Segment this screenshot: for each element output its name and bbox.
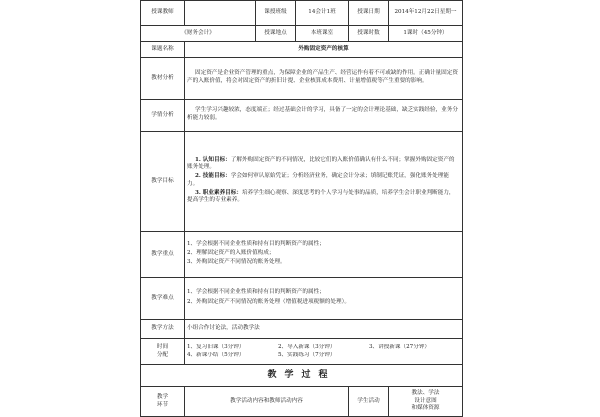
student-text: 学生学习兴趣较浓，态度端正；经过基础会计的学习，具备了一定的会计理论基础，缺乏实践经验，业务分析能力较弱。 bbox=[187, 107, 458, 121]
time-step: 4、新课小结（5分钟） bbox=[187, 351, 245, 358]
time-step: 5、实践练习（7分钟） bbox=[278, 351, 336, 358]
goal-professional-text: 培养学生细心观察、深度思考的个人学习与处事的品质，培养学生会计职业判断能力，提高学生的专业素养。 bbox=[187, 189, 455, 204]
method-row bbox=[141, 320, 463, 339]
header-row-2 bbox=[141, 26, 463, 42]
header-row-1 bbox=[141, 1, 463, 26]
student-row bbox=[141, 100, 463, 132]
method-label: 教学方法 bbox=[141, 320, 185, 339]
goal-cognitive-title: 1. 认知目标： bbox=[195, 156, 231, 163]
goal-professional-title: 3. 职业素养目标： bbox=[195, 189, 242, 196]
process-col-method-line3: 和媒体资源 bbox=[411, 405, 440, 412]
process-heading: 教学过程 bbox=[141, 365, 463, 387]
method-value: 小组合作讨论法，活动教学法 bbox=[185, 320, 463, 339]
goals-label: 教学目标 bbox=[141, 132, 185, 232]
process-col-step-line2: 环节 bbox=[156, 401, 169, 408]
topic-title: 外购固定资产的核算 bbox=[185, 42, 463, 58]
class-value: 14会计1班 bbox=[296, 1, 349, 26]
key-point-item: 1、学会根据不同企业性质和持有目的判断资产的属性； bbox=[187, 240, 325, 247]
key-points-label: 教学重点 bbox=[141, 232, 185, 278]
goal-skill-title: 2. 技能目标： bbox=[195, 173, 231, 180]
key-points-row bbox=[141, 232, 463, 278]
date-value: 2014年12月22日星期一 bbox=[389, 1, 463, 26]
time-allocation bbox=[187, 344, 460, 359]
key-point-item: 3、外购固定资产不同情况的账务处理。 bbox=[187, 259, 286, 266]
material-text: 固定资产是企业资产管理的重点，为保障企业的产品生产、经营运作有着不可或缺的作用。正确计量固定资产的入账价值，将会对固定资产的折旧计提、企业核算成本费用、计量增值税等产生重要的影响。 bbox=[187, 70, 458, 84]
difficulty-item: 2、外购固定资产不同情况的账务处理（增值税进项税额的处理）。 bbox=[187, 298, 350, 305]
topic-row bbox=[141, 42, 463, 58]
time-label-line1: 时间 bbox=[156, 343, 169, 350]
lesson-plan-table bbox=[140, 0, 463, 417]
topic-label: 课题名称 bbox=[141, 42, 185, 58]
goal-professional bbox=[187, 190, 460, 205]
difficulties-row bbox=[141, 278, 463, 320]
goal-skill bbox=[187, 173, 460, 188]
place-label: 授课地点 bbox=[256, 26, 296, 42]
goal-cognitive bbox=[187, 157, 460, 172]
teacher-label: 授课教师 bbox=[141, 1, 185, 26]
goal-cognitive-text: 了解外购固定资产的不同情况，比较它们的入账价值确认有什么不同；掌握外购固定资产的账务处理。 bbox=[187, 156, 455, 171]
key-point-item: 2、理解固定资产的入账价值构成； bbox=[187, 249, 275, 256]
process-col-content: 教学活动内容和教师活动内容 bbox=[185, 387, 349, 417]
lesson-plan-sheet bbox=[140, 0, 460, 412]
teacher-value bbox=[185, 1, 256, 26]
difficulty-item: 1、学会根据不同企业性质和持有目的判断资产的属性； bbox=[187, 289, 325, 296]
process-heading-row bbox=[141, 365, 463, 387]
material-label: 教材分析 bbox=[141, 58, 185, 100]
process-col-step-line1: 教学 bbox=[156, 393, 169, 400]
date-label: 授课日期 bbox=[349, 1, 389, 26]
student-label: 学情分析 bbox=[141, 100, 185, 132]
process-col-method-line1: 教法、学法 bbox=[411, 390, 440, 397]
class-label: 课授班级 bbox=[256, 1, 296, 26]
time-label-line2: 分配 bbox=[156, 351, 169, 358]
textbook-value: 《财务会计》 bbox=[141, 26, 256, 42]
process-col-method-line2: 设计意图 bbox=[414, 397, 437, 404]
time-step: 3、讲授新课（27分钟） bbox=[369, 343, 431, 350]
difficulties-label: 教学难点 bbox=[141, 278, 185, 320]
goal-skill-text: 学会如何审认原始凭证；分析经济业务，确定会计分录；填制记账凭证，强化账务处理能力。 bbox=[187, 173, 449, 187]
time-step: 2、导入新课（3分钟） bbox=[278, 343, 336, 350]
process-columns-row bbox=[141, 387, 463, 417]
hours-value: 1课时（45分钟） bbox=[389, 26, 463, 42]
time-step: 1、复习旧课（3分钟） bbox=[187, 343, 245, 350]
time-row bbox=[141, 339, 463, 365]
material-row bbox=[141, 58, 463, 100]
hours-label: 授课时数 bbox=[349, 26, 389, 42]
process-col-student: 学生活动 bbox=[349, 387, 389, 417]
place-value: 本班课室 bbox=[296, 26, 349, 42]
goals-row bbox=[141, 132, 463, 232]
